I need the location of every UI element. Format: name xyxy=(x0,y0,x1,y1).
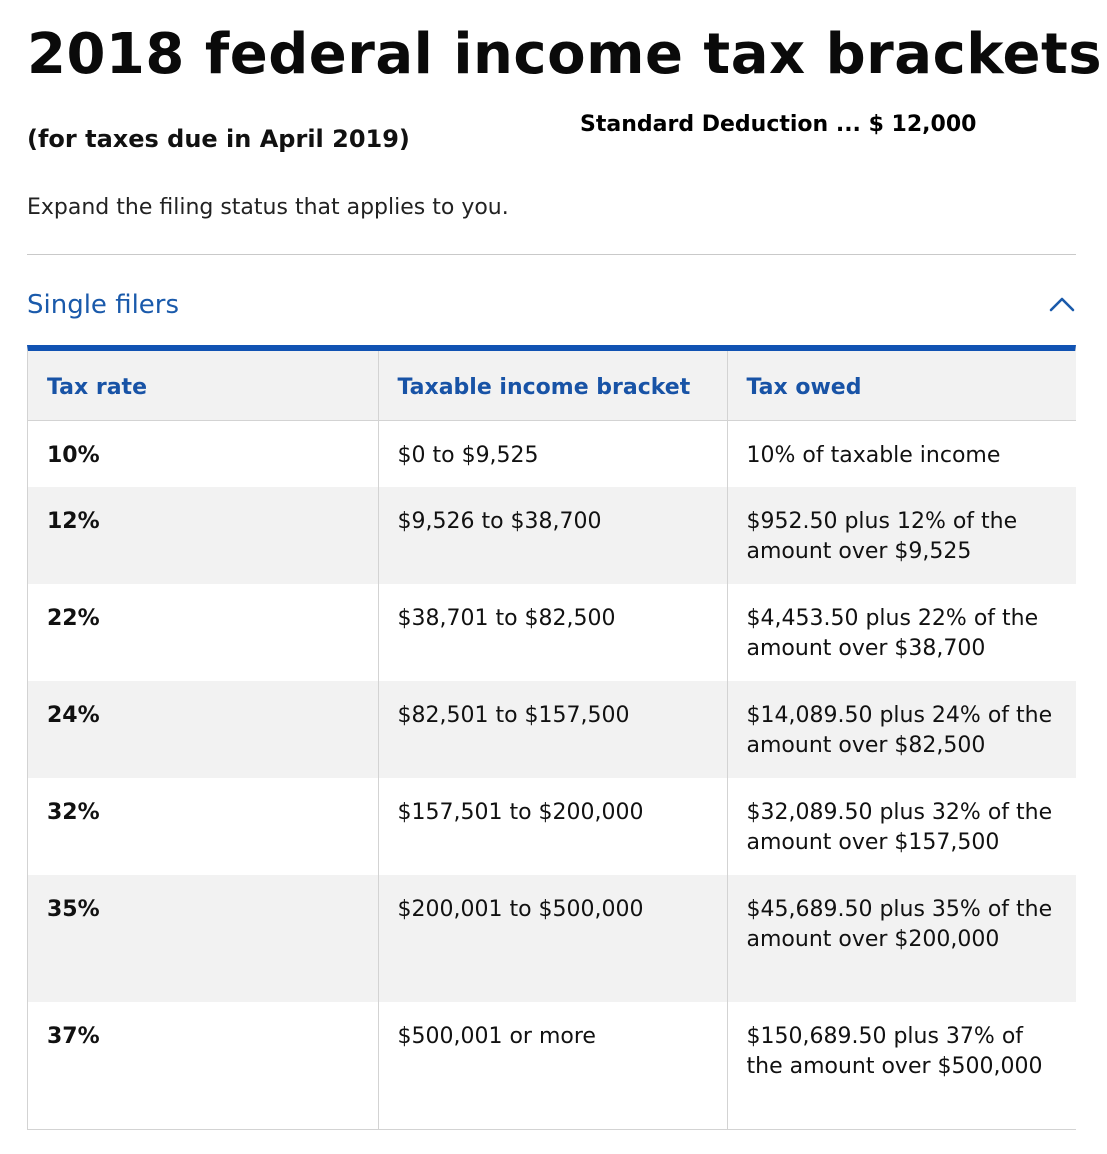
table-row xyxy=(28,584,1076,681)
income-bracket-cell: $82,501 to $157,500 xyxy=(378,681,727,778)
tax-rate-cell: 35% xyxy=(28,875,378,1002)
income-bracket-cell: $157,501 to $200,000 xyxy=(378,778,727,875)
tax-owed-cell: $45,689.50 plus 35% of the amount over $200,000 xyxy=(727,875,1076,1002)
tax-owed-cell: 10% of taxable income xyxy=(727,420,1076,487)
table-row xyxy=(28,778,1076,875)
divider xyxy=(27,254,1076,255)
income-bracket-cell: $500,001 or more xyxy=(378,1002,727,1129)
tax-owed-cell: $32,089.50 plus 32% of the amount over $157,500 xyxy=(727,778,1076,875)
income-bracket-cell: $0 to $9,525 xyxy=(378,420,727,487)
table-row xyxy=(28,487,1076,584)
column-header-tax-owed: Tax owed xyxy=(727,351,1076,420)
instruction-text: Expand the filing status that applies to you. xyxy=(27,195,509,220)
page-title: 2018 federal income tax brackets xyxy=(27,22,1103,87)
tax-bracket-table xyxy=(27,345,1076,1130)
column-header-income-bracket: Taxable income bracket xyxy=(378,351,727,420)
page-subtitle: (for taxes due in April 2019) xyxy=(27,125,410,153)
table-row xyxy=(28,420,1076,487)
tax-owed-cell: $150,689.50 plus 37% of the amount over $500,000 xyxy=(727,1002,1076,1129)
tax-rate-cell: 32% xyxy=(28,778,378,875)
income-bracket-cell: $38,701 to $82,500 xyxy=(378,584,727,681)
tax-rate-cell: 22% xyxy=(28,584,378,681)
tax-rate-cell: 24% xyxy=(28,681,378,778)
table-header-row xyxy=(28,351,1076,420)
accordion-label: Single filers xyxy=(27,290,180,320)
income-bracket-cell: $200,001 to $500,000 xyxy=(378,875,727,1002)
tax-owed-cell: $4,453.50 plus 22% of the amount over $38,700 xyxy=(727,584,1076,681)
accordion-single-filers[interactable] xyxy=(27,280,1076,330)
tax-rate-cell: 37% xyxy=(28,1002,378,1129)
standard-deduction-note: Standard Deduction ... $ 12,000 xyxy=(580,112,977,137)
table-row xyxy=(28,681,1076,778)
table-row xyxy=(28,875,1076,1002)
tax-rate-cell: 12% xyxy=(28,487,378,584)
tax-rate-cell: 10% xyxy=(28,420,378,487)
column-header-tax-rate: Tax rate xyxy=(28,351,378,420)
table-row xyxy=(28,1002,1076,1129)
chevron-up-icon[interactable] xyxy=(1048,291,1076,319)
tax-owed-cell: $952.50 plus 12% of the amount over $9,525 xyxy=(727,487,1076,584)
tax-owed-cell: $14,089.50 plus 24% of the amount over $82,500 xyxy=(727,681,1076,778)
income-bracket-cell: $9,526 to $38,700 xyxy=(378,487,727,584)
